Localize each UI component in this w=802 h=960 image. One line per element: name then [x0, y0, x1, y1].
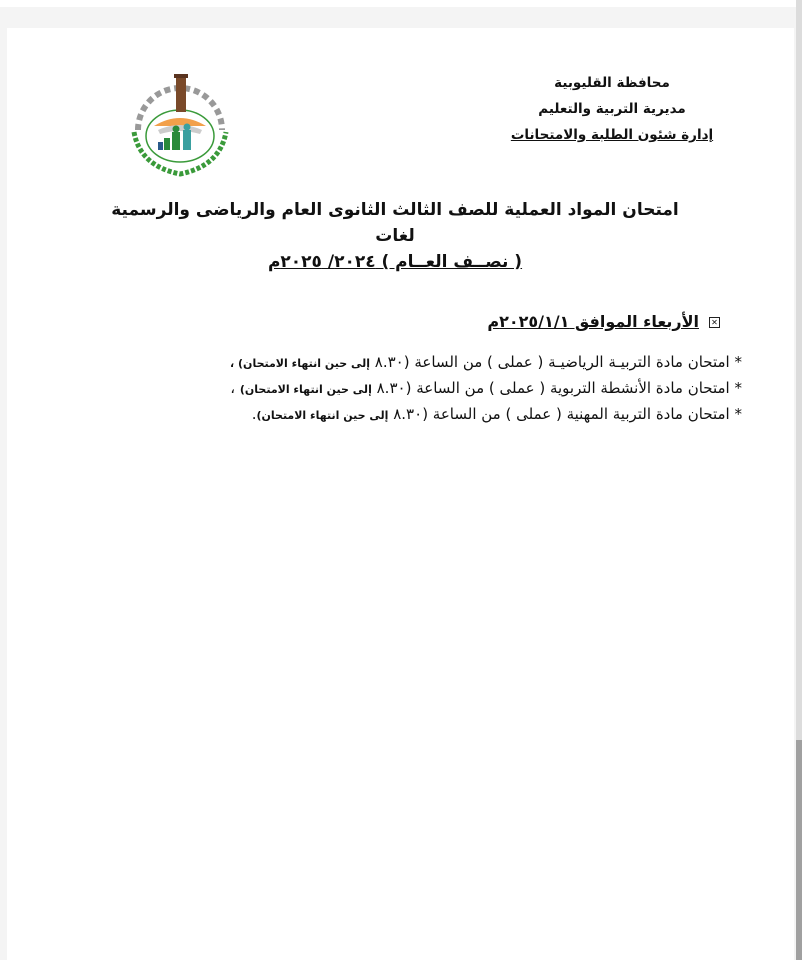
exam-item-end: إلى حين انتهاء الامتحان)	[239, 383, 372, 396]
checkbox-x-icon: ✕	[709, 317, 720, 328]
governorate-name: محافظة القليوبية	[554, 75, 670, 91]
exam-item-tail: .	[251, 405, 257, 423]
top-band	[0, 0, 796, 7]
exam-item-text: * امتحان مادة التربية المهنية ( عملى ) من الساعة (٨.٣٠	[388, 405, 742, 423]
title-line-2: ( نصــف العــام ) ٢٠٢٤/ ٢٠٢٥م	[267, 252, 523, 272]
exam-day-label: الأربعاء الموافق ٢٠٢٥/١/١م	[487, 312, 699, 331]
letterhead	[482, 70, 742, 148]
exam-day-heading	[487, 312, 720, 331]
exam-item	[102, 402, 742, 428]
exam-item-tail: ،	[230, 379, 240, 397]
directorate-name: مديرية التربية والتعليم	[538, 101, 686, 117]
scrollbar-thumb[interactable]	[796, 740, 802, 960]
exam-list	[102, 350, 742, 428]
exam-item-text: * امتحان مادة الأنشطة التربوية ( عملى ) من الساعة (٨.٣٠	[371, 379, 742, 397]
title-line-1: امتحان المواد العملية للصف الثالث الثانوى العام والرياضى والرسمية لغات	[111, 200, 679, 246]
department-name: إدارة شئون الطلبة والامتحانات	[510, 127, 714, 143]
exam-item-end: إلى حين انتهاء الامتحان) ،	[230, 357, 371, 370]
exam-item-end: إلى حين انتهاء الامتحان)	[256, 409, 389, 422]
exam-item	[102, 376, 742, 402]
exam-item	[102, 350, 742, 376]
exam-item-text: * امتحان مادة التربيـة الرياضيـة ( عملى ) من الساعة (٨.٣٠	[370, 353, 742, 371]
document-title	[100, 197, 690, 275]
education-directorate-logo	[120, 70, 240, 178]
